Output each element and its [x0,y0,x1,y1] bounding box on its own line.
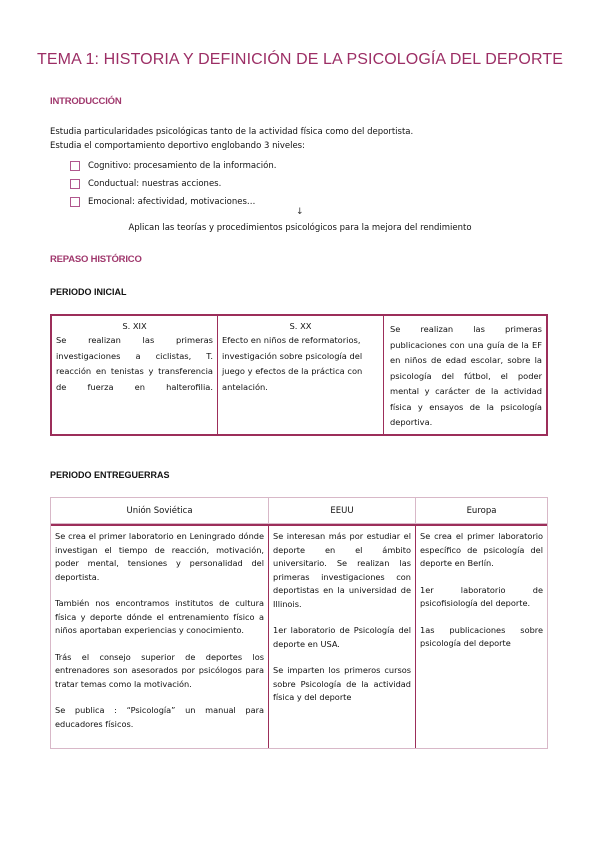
table-cell [51,526,269,748]
levels-list [70,157,276,211]
periodo-entreguerras-table [50,497,548,749]
cell-paragraph: Se imparten los primeros cursos sobre Psicología de la actividad física y del deporte [273,665,411,702]
column-header: Unión Soviética [51,498,269,523]
cell-paragraph: Se crea el primer laboratorio en Leningrado dónde investigan el tiempo de reacción, motivación, poder mental, tensiones y personalidad del deportista. [55,531,264,582]
list-item [70,193,276,211]
column-header: Europa [466,505,497,516]
cell-paragraph: Trás el consejo superior de deportes los entrenadores son asesorados por psicólogos para tratar temas como la motivación. [55,651,264,689]
table-cell [269,526,416,748]
periodo-entreguerras-heading: PERIODO ENTREGUERRAS [50,470,170,480]
cell-paragraph: Se publica : “Psicología” un manual para educadores físicos. [55,705,264,729]
checkbox-icon [70,179,80,189]
cell-text: Efecto en niños de reformatorios, investigación sobre psicología del juego y efectos de la práctica con antelación. [222,335,363,392]
checkbox-icon [70,161,80,171]
cell-paragraph: Se interesan más por estudiar el deporte en el ámbito universitario. Se realizan las primeras investigaciones con deportistas en la universidad de Illinois. [273,531,411,609]
intro-line-1: Estudia particularidades psicológicas tanto de la actividad física como del deportista. [50,127,414,137]
cell-paragraph: 1as publicaciones sobre psicología del deporte [420,624,543,648]
table-cell [218,316,384,434]
list-item [70,157,276,175]
arrow-down-icon: ↓ [296,207,304,217]
list-item [70,175,276,193]
table-cell [384,316,546,434]
table-cell [52,316,218,434]
table-header-row [51,498,547,524]
table-row [51,524,547,748]
intro-heading: INTRODUCCIÓN [50,96,122,107]
level-label: Emocional: afectividad, motivaciones… [88,197,256,207]
column-header: S. XIX [122,321,147,331]
table-cell [416,526,547,748]
cell-text: Se realizan las primeras publicaciones con una guía de la EF en niños de edad escolar, sobre la psicología del fútbol, el poder mental y carácter de la actividad física y ensayos de la psicología deportiva. [390,324,542,427]
cell-text: Se realizan las primeras investigaciones a ciclistas, T. reacción en tenistas y transferencia de fuerza en halterofilia. [56,335,213,392]
intro-line-2: Estudia el comportamiento deportivo englobando 3 niveles: [50,141,305,151]
intro-conclusion: Aplican las teorías y procedimientos psicológicos para la mejora del rendimiento [128,223,472,233]
cell-paragraph: 1er laboratorio de Psicología del deporte en USA. [273,625,411,649]
level-label: Conductual: nuestras acciones. [88,179,222,189]
cell-paragraph: Se crea el primer laboratorio específico de psicología del deporte en Berlín. [420,531,543,568]
column-header: S. XX [289,321,312,331]
cell-paragraph: 1er laboratorio de psicofisiología del deporte. [420,584,543,608]
periodo-inicial-heading: PERIODO INICIAL [50,287,127,297]
periodo-inicial-table [50,314,548,436]
level-label: Cognitivo: procesamiento de la información. [88,161,277,171]
cell-paragraph: También nos encontramos institutos de cultura física y deporte dónde el entrenamiento físico a niños aportaban experiencias y conocimiento. [55,598,264,635]
repaso-heading: REPASO HISTÓRICO [50,254,142,265]
column-header: EEUU [269,498,416,523]
page-title: TEMA 1: HISTORIA Y DEFINICIÓN DE LA PSICOLOGÍA DEL DEPORTE [37,51,563,68]
checkbox-icon [70,197,80,207]
